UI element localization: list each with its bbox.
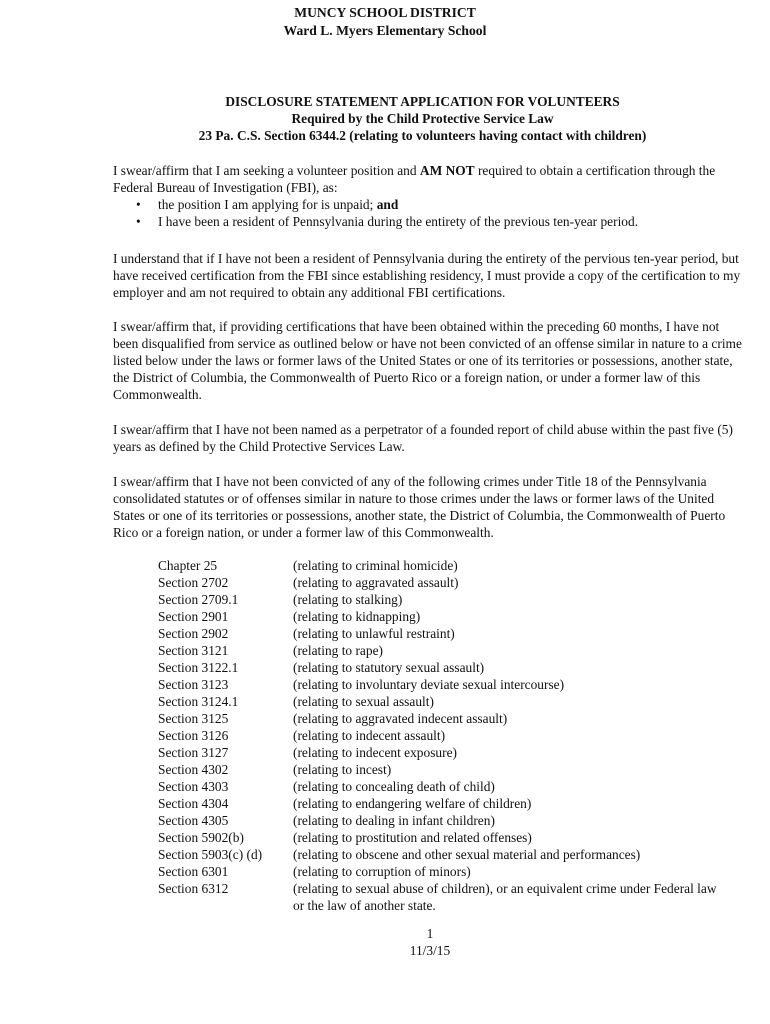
crime-description: (relating to incest) <box>293 762 392 777</box>
list-item <box>158 778 718 795</box>
school-name: Ward L. Myers Elementary School <box>283 23 487 38</box>
list-item <box>158 795 718 812</box>
crime-section: Section 4302 <box>158 762 229 777</box>
crime-section: Chapter 25 <box>158 558 218 573</box>
crime-description: (relating to statutory sexual assault) <box>293 660 485 675</box>
crime-section: Section 4304 <box>158 796 229 811</box>
list-item <box>158 812 718 829</box>
document-title <box>0 93 770 144</box>
list-item <box>158 642 718 659</box>
list-item <box>158 591 718 608</box>
crime-description: (relating to sexual assault) <box>293 694 434 709</box>
crime-description: (relating to indecent assault) <box>293 728 446 743</box>
list-item <box>158 710 718 727</box>
crime-description: (relating to aggravated indecent assault) <box>293 711 508 726</box>
document-header <box>0 4 770 40</box>
crime-description: (relating to unlawful restraint) <box>293 626 455 641</box>
crime-description: (relating to endangering welfare of children) <box>293 796 532 811</box>
paragraph-1-bold: AM NOT <box>419 163 475 178</box>
crime-section: Section 3127 <box>158 745 229 760</box>
crimes-list <box>158 557 718 914</box>
conditions-list <box>113 196 743 230</box>
crime-section: Section 3122.1 <box>158 660 239 675</box>
bullet-icon: • <box>136 197 141 212</box>
crime-description: (relating to rape) <box>293 643 383 658</box>
crime-description: (relating to stalking) <box>293 592 403 607</box>
crime-description: (relating to dealing in infant children) <box>293 813 495 828</box>
crime-description: (relating to kidnapping) <box>293 609 421 624</box>
crime-section: Section 2702 <box>158 575 229 590</box>
crime-description: (relating to corruption of minors) <box>293 864 471 879</box>
paragraph-1-text-end: required to obtain a certification through the Federal Bureau of Investigation (FBI), as: <box>113 163 716 195</box>
list-item <box>158 863 718 880</box>
list-item <box>113 196 743 213</box>
crime-description: (relating to involuntary deviate sexual intercourse) <box>293 677 565 692</box>
crime-section: Section 3123 <box>158 677 229 692</box>
crime-section: Section 3121 <box>158 643 229 658</box>
crime-description: (relating to obscene and other sexual material and performances) <box>293 847 641 862</box>
crime-section: Section 2902 <box>158 626 229 641</box>
bullet-text: I have been a resident of Pennsylvania during the entirety of the previous ten-year period. <box>158 214 639 229</box>
revision-date: 11/3/15 <box>409 943 451 958</box>
list-item <box>158 676 718 693</box>
bullet-text: the position I am applying for is unpaid; <box>158 197 377 212</box>
paragraph-child-abuse: I swear/affirm that I have not been named as a perpetrator of a founded report of child abuse within the past five (5) years as defined by the Child Protective Services Law. <box>113 422 733 454</box>
page-footer <box>0 925 770 959</box>
list-item <box>158 829 718 846</box>
bullet-icon: • <box>136 214 141 229</box>
crime-section: Section 6301 <box>158 864 229 879</box>
crime-section: Section 3125 <box>158 711 229 726</box>
paragraph-certifications: I swear/affirm that, if providing certifications that have been obtained within the preceding 60 months, I have not been disqualified from service as outlined below or have not been convicted of an offense similar in nature to a crime listed below under the laws or former laws of the United States or one of its territories or possessions, another state, the District of Columbia, the Commonwealth of Puerto Rico or a foreign nation, or under a former law of this Commonwealth. <box>113 319 742 402</box>
crime-section: Section 3126 <box>158 728 229 743</box>
list-item <box>158 761 718 778</box>
crime-section: Section 5902(b) <box>158 830 244 845</box>
crime-section: Section 4303 <box>158 779 229 794</box>
crime-section: Section 4305 <box>158 813 229 828</box>
district-name: MUNCY SCHOOL DISTRICT <box>294 5 476 20</box>
title-line-3: 23 Pa. C.S. Section 6344.2 (relating to volunteers having contact with children) <box>198 128 647 143</box>
crime-description: (relating to concealing death of child) <box>293 779 495 794</box>
paragraph-1-text-start: I swear/affirm that I am seeking a volunteer position and <box>113 163 420 178</box>
list-item <box>158 574 718 591</box>
crime-description: (relating to indecent exposure) <box>293 745 457 760</box>
list-item <box>158 846 718 863</box>
crime-section: Section 6312 <box>158 881 229 896</box>
list-item <box>158 557 718 574</box>
crime-section: Section 5903(c) (d) <box>158 847 263 862</box>
crime-description: (relating to sexual abuse of children), or an equivalent crime under Federal law or the law of another state. <box>293 881 717 913</box>
crime-section: Section 2709.1 <box>158 592 239 607</box>
paragraph-crimes-intro: I swear/affirm that I have not been convicted of any of the following crimes under Title 18 of the Pennsylvania consolidated statutes or of offenses similar in nature to those crimes under the laws or former laws of the United States or one of its territories or possessions, another state, the District of Columbia, the Commonwealth of Puerto Rico or a foreign nation, or under a former law of this Commonwealth. <box>113 474 726 540</box>
list-item <box>158 880 718 914</box>
page-number: 1 <box>426 926 434 941</box>
list-item <box>158 744 718 761</box>
title-line-1: DISCLOSURE STATEMENT APPLICATION FOR VOLUNTEERS <box>225 94 620 109</box>
list-item <box>158 625 718 642</box>
list-item <box>158 659 718 676</box>
list-item <box>158 727 718 744</box>
list-item <box>113 213 743 230</box>
crime-description: (relating to criminal homicide) <box>293 558 458 573</box>
paragraph-residency: I understand that if I have not been a resident of Pennsylvania during the entirety of the pervious ten-year period, but have received certification from the FBI since establishing residency, I must provide a copy of the certification to my employer and am not required to obtain any additional FBI certifications. <box>113 251 741 300</box>
title-line-2: Required by the Child Protective Service Law <box>291 111 554 126</box>
paragraph-volunteer-position <box>113 162 743 230</box>
list-item <box>158 693 718 710</box>
crime-description: (relating to aggravated assault) <box>293 575 459 590</box>
bullet-bold-suffix: and <box>376 197 399 212</box>
crime-section: Section 2901 <box>158 609 229 624</box>
crime-section: Section 3124.1 <box>158 694 239 709</box>
list-item <box>158 608 718 625</box>
crime-description: (relating to prostitution and related offenses) <box>293 830 532 845</box>
